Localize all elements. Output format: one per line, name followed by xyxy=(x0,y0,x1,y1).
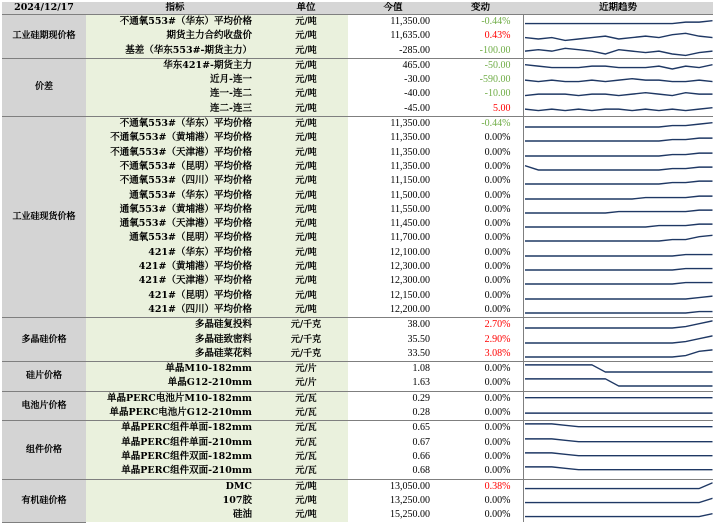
indicator-name: 连二-连三 xyxy=(86,102,264,117)
unit-cell: 元/吨 xyxy=(264,260,348,274)
change-cell: 0.00% xyxy=(484,407,511,419)
sparkline xyxy=(524,131,714,145)
change-cell: 0.00% xyxy=(484,303,511,315)
value-cell: 12,300.00 xyxy=(390,261,430,273)
table-row xyxy=(2,333,713,347)
change-cell: 0.38% xyxy=(438,479,523,494)
trend-sparkline xyxy=(523,391,713,406)
sparkline-line xyxy=(524,379,712,386)
unit-cell: 元/吨 xyxy=(264,289,348,303)
value-cell: 0.68 xyxy=(412,465,430,477)
value-cell: 11,350.00 xyxy=(390,132,430,144)
sparkline-line xyxy=(524,283,712,284)
table-row xyxy=(2,450,713,464)
indicator-name: 不通氧553#（黄埔港）平均价格 xyxy=(86,131,264,145)
header-value: 今值 xyxy=(348,2,438,15)
indicator-name: 多晶硅菜花料 xyxy=(86,347,264,362)
sparkline xyxy=(524,246,714,260)
sparkline-line xyxy=(524,350,712,357)
trend-sparkline xyxy=(523,303,713,318)
trend-sparkline xyxy=(523,333,713,347)
unit-cell: 元/片 xyxy=(264,376,348,391)
category-cell: 硅片价格 xyxy=(2,362,86,392)
header-date: 2024/12/17 xyxy=(2,2,86,15)
table-row xyxy=(2,347,713,362)
sparkline xyxy=(524,376,714,390)
sparkline-line xyxy=(524,424,712,427)
value-cell: 0.66 xyxy=(412,450,430,462)
trend-sparkline xyxy=(523,289,713,303)
value-cell: -30.00 xyxy=(404,74,430,86)
trend-sparkline xyxy=(523,15,713,30)
value-cell: 38.00 xyxy=(348,318,438,333)
table-row xyxy=(2,44,713,59)
indicator-name: DMC xyxy=(86,479,264,494)
sparkline xyxy=(524,274,714,288)
indicator-name: 单晶M10-182mm xyxy=(86,362,264,377)
category-cell: 工业硅现货价格 xyxy=(2,117,86,318)
unit-cell: 元/瓦 xyxy=(264,421,348,436)
value-cell: 11,150.00 xyxy=(390,175,430,187)
sparkline xyxy=(524,203,714,217)
unit-cell: 元/吨 xyxy=(264,131,348,145)
table-body xyxy=(2,2,713,522)
sparkline xyxy=(524,333,714,347)
header-trend: 近期趋势 xyxy=(523,2,713,15)
table-row xyxy=(2,174,713,188)
value-cell: 11,500.00 xyxy=(390,189,430,201)
change-cell: 0.00% xyxy=(484,160,511,172)
change-cell: 0.00% xyxy=(484,509,511,521)
change-cell: 0.00% xyxy=(484,175,511,187)
table-row xyxy=(2,117,713,132)
change-cell: -0.44% xyxy=(438,15,523,30)
indicator-name: 硅油 xyxy=(86,508,264,522)
value-cell: 33.50 xyxy=(407,347,430,359)
trend-sparkline xyxy=(523,376,713,391)
unit-cell: 元/千克 xyxy=(264,318,348,333)
unit-cell: 元/片 xyxy=(264,362,348,377)
change-cell: 0.00% xyxy=(484,218,511,230)
header-unit: 单位 xyxy=(264,2,348,15)
sparkline-line xyxy=(524,153,712,156)
table-row xyxy=(2,303,713,318)
change-cell: 0.00% xyxy=(484,275,511,287)
sparkline-line xyxy=(524,438,712,441)
table-row xyxy=(2,274,713,288)
value-cell: 11,450.00 xyxy=(390,218,430,230)
sparkline-line xyxy=(524,79,712,82)
value-cell: 13,050.00 xyxy=(348,479,438,494)
indicator-name: 多晶硅复投料 xyxy=(86,318,264,333)
trend-sparkline xyxy=(523,260,713,274)
sparkline xyxy=(524,146,714,160)
sparkline xyxy=(524,421,714,435)
indicator-name: 单晶PERC组件单面-210mm xyxy=(86,436,264,450)
table-row xyxy=(2,318,713,333)
sparkline-line xyxy=(524,365,712,372)
value-cell: 12,300.00 xyxy=(390,275,430,287)
unit-cell: 元/瓦 xyxy=(264,464,348,479)
sparkline-line xyxy=(524,254,712,255)
trend-sparkline xyxy=(523,29,713,43)
trend-sparkline xyxy=(523,464,713,479)
sparkline-line xyxy=(524,123,712,127)
indicator-name: 单晶PERC组件双面-182mm xyxy=(86,450,264,464)
sparkline xyxy=(524,406,714,420)
change-cell: 0.00% xyxy=(484,189,511,201)
table-row xyxy=(2,87,713,101)
header-change: 变动 xyxy=(438,2,523,15)
table-row xyxy=(2,160,713,174)
change-cell: 2.70% xyxy=(438,318,523,333)
trend-sparkline xyxy=(523,131,713,145)
value-cell: 11,350.00 xyxy=(390,146,430,158)
change-cell: 0.00% xyxy=(438,391,523,406)
price-table xyxy=(2,2,713,523)
change-cell: 0.00% xyxy=(484,132,511,144)
value-cell: 11,635.00 xyxy=(390,30,430,42)
indicator-name: 不通氧553#（华东）平均价格 xyxy=(86,117,264,132)
sparkline-line xyxy=(524,48,712,55)
sparkline xyxy=(524,15,714,29)
category-cell: 工业硅期现价格 xyxy=(2,15,86,59)
unit-cell: 元/吨 xyxy=(264,231,348,245)
table-row xyxy=(2,73,713,87)
sparkline-line xyxy=(524,453,712,456)
unit-cell: 元/吨 xyxy=(264,246,348,260)
table-row xyxy=(2,246,713,260)
sparkline-line xyxy=(524,236,712,242)
unit-cell: 元/吨 xyxy=(264,160,348,174)
table-row xyxy=(2,189,713,203)
sparkline xyxy=(524,160,714,174)
indicator-name: 近月-连一 xyxy=(86,73,264,87)
change-cell: -0.44% xyxy=(438,117,523,132)
trend-sparkline xyxy=(523,479,713,494)
change-cell: 0.00% xyxy=(484,261,511,273)
value-cell: 465.00 xyxy=(348,58,438,73)
value-cell: 11,350.00 xyxy=(348,117,438,132)
unit-cell: 元/吨 xyxy=(264,58,348,73)
table-row xyxy=(2,421,713,436)
sparkline xyxy=(524,464,714,478)
indicator-name: 421#（四川）平均价格 xyxy=(86,303,264,318)
header-row xyxy=(2,2,713,15)
sparkline-line xyxy=(524,65,712,69)
indicator-name: 通氧553#（昆明）平均价格 xyxy=(86,231,264,245)
table-row xyxy=(2,102,713,117)
change-cell: 0.00% xyxy=(484,246,511,258)
value-cell: 12,100.00 xyxy=(390,246,430,258)
sparkline-line xyxy=(524,269,712,270)
change-cell: 0.00% xyxy=(484,465,511,477)
sparkline xyxy=(524,29,714,43)
change-cell: 0.00% xyxy=(484,450,511,462)
change-cell: 2.90% xyxy=(484,333,511,345)
trend-sparkline xyxy=(523,44,713,59)
indicator-name: 421#（天津港）平均价格 xyxy=(86,274,264,288)
table-row xyxy=(2,464,713,479)
value-cell: 13,250.00 xyxy=(390,494,430,506)
change-cell: -100.00 xyxy=(479,44,511,56)
table-row xyxy=(2,406,713,421)
table-row xyxy=(2,289,713,303)
indicator-name: 单晶PERC电池片M10-182mm xyxy=(86,391,264,406)
value-cell: 12,150.00 xyxy=(390,289,430,301)
indicator-name: 通氧553#（华东）平均价格 xyxy=(86,189,264,203)
table-row xyxy=(2,58,713,73)
trend-sparkline xyxy=(523,102,713,117)
sparkline-line xyxy=(524,514,712,517)
value-cell: -285.00 xyxy=(399,44,430,56)
trend-sparkline xyxy=(523,494,713,508)
change-cell: 0.00% xyxy=(484,289,511,301)
indicator-name: 421#（昆明）平均价格 xyxy=(86,289,264,303)
unit-cell: 元/千克 xyxy=(264,333,348,347)
sparkline-line xyxy=(524,498,712,502)
value-cell: 0.28 xyxy=(412,407,430,419)
sparkline xyxy=(524,480,714,494)
trend-sparkline xyxy=(523,318,713,333)
indicator-name: 不通氧553#（四川）平均价格 xyxy=(86,174,264,188)
sparkline-line xyxy=(524,312,712,313)
change-cell: -590.00 xyxy=(479,74,511,86)
trend-sparkline xyxy=(523,189,713,203)
unit-cell: 元/吨 xyxy=(264,479,348,494)
sparkline xyxy=(524,392,714,406)
sparkline xyxy=(524,450,714,464)
change-cell: 0.00% xyxy=(484,146,511,158)
change-cell: 0.00% xyxy=(484,203,511,215)
indicator-name: 不通氧553#（华东）平均价格 xyxy=(86,15,264,30)
sparkline xyxy=(524,508,714,522)
sparkline xyxy=(524,44,714,58)
value-cell: 11,350.00 xyxy=(390,160,430,172)
unit-cell: 元/吨 xyxy=(264,44,348,59)
indicator-name: 期货主力合约收盘价 xyxy=(86,29,264,43)
sparkline-line xyxy=(524,224,712,227)
sparkline xyxy=(524,117,714,131)
indicator-name: 连一-连二 xyxy=(86,87,264,101)
trend-sparkline xyxy=(523,362,713,377)
trend-sparkline xyxy=(523,436,713,450)
indicator-name: 107胶 xyxy=(86,494,264,508)
category-cell: 多晶硅价格 xyxy=(2,318,86,362)
sparkline-line xyxy=(524,93,712,96)
unit-cell: 元/瓦 xyxy=(264,391,348,406)
sparkline xyxy=(524,260,714,274)
unit-cell: 元/吨 xyxy=(264,87,348,101)
trend-sparkline xyxy=(523,203,713,217)
trend-sparkline xyxy=(523,347,713,362)
trend-sparkline xyxy=(523,450,713,464)
unit-cell: 元/吨 xyxy=(264,102,348,117)
indicator-name: 多晶硅致密料 xyxy=(86,333,264,347)
table-row xyxy=(2,479,713,494)
sparkline-line xyxy=(524,482,712,488)
indicator-name: 通氧553#（天津港）平均价格 xyxy=(86,217,264,231)
sparkline xyxy=(524,73,714,87)
category-cell: 电池片价格 xyxy=(2,391,86,421)
value-cell: -45.00 xyxy=(404,102,430,114)
sparkline xyxy=(524,189,714,203)
trend-sparkline xyxy=(523,406,713,421)
value-cell: 15,250.00 xyxy=(390,509,430,521)
table-row xyxy=(2,131,713,145)
unit-cell: 元/千克 xyxy=(264,347,348,362)
change-cell: 0.00% xyxy=(484,232,511,244)
value-cell: 0.65 xyxy=(348,421,438,436)
unit-cell: 元/瓦 xyxy=(264,406,348,421)
value-cell: 0.29 xyxy=(348,391,438,406)
indicator-name: 单晶G12-210mm xyxy=(86,376,264,391)
change-cell: -50.00 xyxy=(438,58,523,73)
sparkline-line xyxy=(524,108,712,111)
value-cell: 1.08 xyxy=(348,362,438,377)
unit-cell: 元/吨 xyxy=(264,29,348,43)
unit-cell: 元/吨 xyxy=(264,217,348,231)
unit-cell: 元/吨 xyxy=(264,117,348,132)
table-row xyxy=(2,15,713,30)
sparkline xyxy=(524,347,714,361)
change-cell: 0.00% xyxy=(438,362,523,377)
trend-sparkline xyxy=(523,160,713,174)
trend-sparkline xyxy=(523,58,713,73)
change-cell: 0.00% xyxy=(484,436,511,448)
value-cell: 11,350.00 xyxy=(348,15,438,30)
indicator-name: 单晶PERC组件双面-210mm xyxy=(86,464,264,479)
sparkline xyxy=(524,217,714,231)
sparkline xyxy=(524,318,714,332)
unit-cell: 元/瓦 xyxy=(264,450,348,464)
value-cell: 11,700.00 xyxy=(390,232,430,244)
header-indicator: 指标 xyxy=(86,2,264,15)
table-row xyxy=(2,217,713,231)
sparkline-line xyxy=(524,166,712,170)
sparkline-line xyxy=(524,181,712,184)
unit-cell: 元/吨 xyxy=(264,203,348,217)
change-cell: 5.00 xyxy=(493,102,511,114)
unit-cell: 元/吨 xyxy=(264,508,348,522)
trend-sparkline xyxy=(523,508,713,522)
indicator-name: 单晶PERC组件单面-182mm xyxy=(86,421,264,436)
change-cell: 0.00% xyxy=(484,494,511,506)
table-row xyxy=(2,494,713,508)
sparkline xyxy=(524,494,714,508)
category-cell: 价差 xyxy=(2,58,86,116)
indicator-name: 421#（黄埔港）平均价格 xyxy=(86,260,264,274)
sparkline xyxy=(524,362,714,376)
sparkline xyxy=(524,289,714,303)
change-cell: 0.00% xyxy=(484,377,511,389)
unit-cell: 元/吨 xyxy=(264,189,348,203)
sparkline-line xyxy=(524,210,712,213)
trend-sparkline xyxy=(523,246,713,260)
sparkline-line xyxy=(524,335,712,342)
indicator-name: 通氧553#（黄埔港）平均价格 xyxy=(86,203,264,217)
trend-sparkline xyxy=(523,117,713,132)
table-row xyxy=(2,29,713,43)
sparkline-line xyxy=(524,321,712,328)
table-row xyxy=(2,362,713,377)
table-row xyxy=(2,203,713,217)
value-cell: -40.00 xyxy=(404,88,430,100)
category-cell: 组件价格 xyxy=(2,421,86,479)
table-row xyxy=(2,391,713,406)
trend-sparkline xyxy=(523,217,713,231)
indicator-name: 不通氧553#（天津港）平均价格 xyxy=(86,146,264,160)
sparkline xyxy=(524,87,714,101)
sparkline xyxy=(524,303,714,317)
table-row xyxy=(2,508,713,522)
sparkline xyxy=(524,436,714,450)
sparkline-line xyxy=(524,139,712,142)
indicator-name: 不通氧553#（昆明）平均价格 xyxy=(86,160,264,174)
change-cell: -10.00 xyxy=(484,88,511,100)
sparkline-line xyxy=(524,467,712,470)
sparkline-line xyxy=(524,196,712,199)
value-cell: 35.50 xyxy=(407,333,430,345)
change-cell: 0.00% xyxy=(438,421,523,436)
trend-sparkline xyxy=(523,73,713,87)
table-row xyxy=(2,436,713,450)
table-row xyxy=(2,376,713,391)
indicator-name: 华东421#-期货主力 xyxy=(86,58,264,73)
sparkline xyxy=(524,59,714,73)
trend-sparkline xyxy=(523,421,713,436)
indicator-name: 421#（华东）平均价格 xyxy=(86,246,264,260)
unit-cell: 元/吨 xyxy=(264,274,348,288)
trend-sparkline xyxy=(523,274,713,288)
unit-cell: 元/吨 xyxy=(264,146,348,160)
sparkline-line xyxy=(524,34,712,41)
unit-cell: 元/瓦 xyxy=(264,436,348,450)
change-cell: 0.43% xyxy=(484,30,511,42)
value-cell: 12,200.00 xyxy=(390,303,430,315)
sparkline-line xyxy=(524,21,712,24)
indicator-name: 单晶PERC电池片G12-210mm xyxy=(86,406,264,421)
unit-cell: 元/吨 xyxy=(264,494,348,508)
sparkline xyxy=(524,174,714,188)
unit-cell: 元/吨 xyxy=(264,15,348,30)
value-cell: 11,550.00 xyxy=(390,203,430,215)
trend-sparkline xyxy=(523,174,713,188)
unit-cell: 元/吨 xyxy=(264,303,348,318)
unit-cell: 元/吨 xyxy=(264,73,348,87)
table-row xyxy=(2,231,713,245)
trend-sparkline xyxy=(523,146,713,160)
change-cell: 3.08% xyxy=(484,347,511,359)
value-cell: 1.63 xyxy=(412,377,430,389)
table-row xyxy=(2,260,713,274)
category-cell: 有机硅价格 xyxy=(2,479,86,522)
table-row xyxy=(2,146,713,160)
sparkline-line xyxy=(524,296,712,299)
sparkline xyxy=(524,231,714,245)
unit-cell: 元/吨 xyxy=(264,174,348,188)
value-cell: 0.67 xyxy=(412,436,430,448)
indicator-name: 基差（华东553#-期货主力） xyxy=(86,44,264,59)
sparkline xyxy=(524,102,714,116)
trend-sparkline xyxy=(523,231,713,245)
trend-sparkline xyxy=(523,87,713,101)
